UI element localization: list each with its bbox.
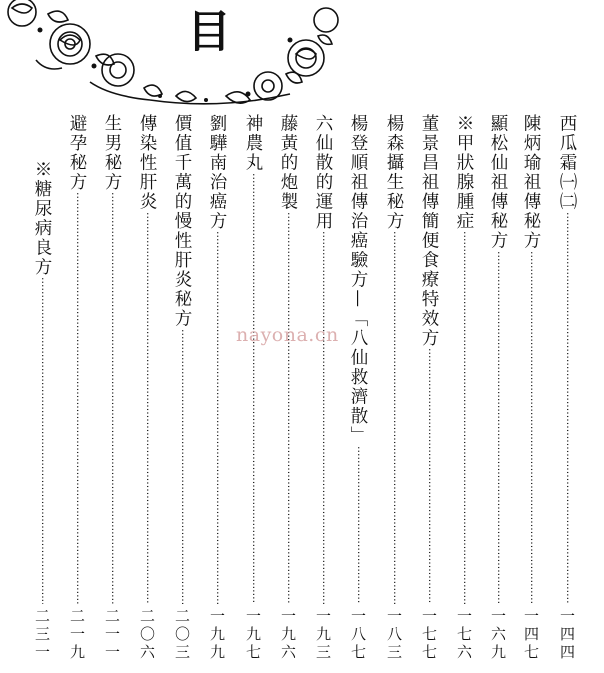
toc-entry	[277, 114, 299, 662]
toc-entry-title: 西瓜霜㈠㈡	[557, 114, 577, 212]
toc-entry	[31, 160, 53, 662]
toc-entry	[66, 114, 88, 662]
leader-dots	[277, 212, 299, 605]
toc-entry	[242, 114, 264, 662]
leader-dots	[383, 231, 405, 604]
toc-entry-page: 一九三	[314, 608, 332, 662]
toc-entry-title: 藤黃的炮製	[278, 114, 298, 212]
toc-entry-page: 一六九	[489, 608, 507, 662]
toc-entry-page: 二〇六	[138, 608, 156, 662]
toc-entry-page: 一四四	[558, 608, 576, 662]
leader-dots	[347, 446, 369, 605]
toc-entry	[136, 114, 158, 662]
toc-entry-title: ※糖尿病良方	[32, 160, 52, 277]
toc-entry-page: 一八七	[349, 608, 367, 662]
watermark: nayona.cn	[236, 324, 339, 346]
leader-dots	[242, 173, 264, 605]
toc-entry-page: 一四七	[522, 608, 540, 662]
toc-entry-page: 二一九	[68, 608, 86, 662]
leader-dots	[418, 348, 440, 604]
toc-entry	[101, 114, 123, 662]
page-title: 目	[179, 8, 230, 52]
toc-entry	[206, 114, 228, 662]
leader-dots	[31, 277, 53, 604]
leader-dots	[312, 231, 334, 604]
toc-entry-title: 價值千萬的慢性肝炎秘方	[172, 114, 192, 329]
leader-dots	[136, 212, 158, 605]
leader-dots	[487, 251, 509, 605]
toc-entry-title: 神農丸	[243, 114, 263, 173]
toc-entry-page: 一九六	[279, 608, 297, 662]
leader-dots	[520, 251, 542, 605]
leader-dots	[101, 192, 123, 604]
toc-entry	[453, 114, 475, 662]
toc-entry-title: 楊森攝生秘方	[384, 114, 404, 231]
toc-entry-page: 一七六	[455, 608, 473, 662]
toc-entry	[487, 114, 509, 662]
toc-entry	[383, 114, 405, 662]
toc-entry	[312, 114, 334, 662]
toc-entry	[347, 114, 369, 662]
leader-dots	[453, 231, 475, 604]
toc-entry	[520, 114, 542, 662]
leader-dots	[556, 212, 578, 605]
toc-entry-page: 二〇三	[173, 608, 191, 662]
toc-entry	[418, 114, 440, 662]
toc-entry-title: 顯松仙祖傳秘方	[488, 114, 508, 251]
toc-entry-title: 董景昌祖傳簡便食療特效方	[419, 114, 439, 348]
toc-entry-title: 劉驊南治癌方	[207, 114, 227, 231]
leader-dots	[206, 231, 228, 604]
toc-entry-title: 生男秘方	[102, 114, 122, 192]
toc-entry-page: 一九七	[244, 608, 262, 662]
toc-entry	[171, 114, 193, 662]
toc-entry-page: 二一一	[103, 608, 121, 662]
toc-entry-title: 六仙散的運用	[313, 114, 333, 231]
leader-dots	[66, 192, 88, 604]
floral-wreath-decoration	[0, 0, 340, 112]
toc-entry-title: ※甲狀腺腫症	[454, 114, 474, 231]
toc-entry-title: 陳炳瑜祖傳秘方	[521, 114, 541, 251]
toc-entry-page: 一七七	[420, 608, 438, 662]
toc-entry-page: 一九九	[208, 608, 226, 662]
toc-entry-title: 避孕秘方	[67, 114, 87, 192]
toc-entry	[556, 114, 578, 662]
toc-entry-page: 一八三	[385, 608, 403, 662]
toc-entry-title: 楊登順祖傳治癌驗方—「八仙救濟散」	[348, 114, 368, 446]
toc-entry-title: 傳染性肝炎	[137, 114, 157, 212]
toc-entry-page: 二三一	[33, 608, 51, 662]
leader-dots	[171, 329, 193, 605]
